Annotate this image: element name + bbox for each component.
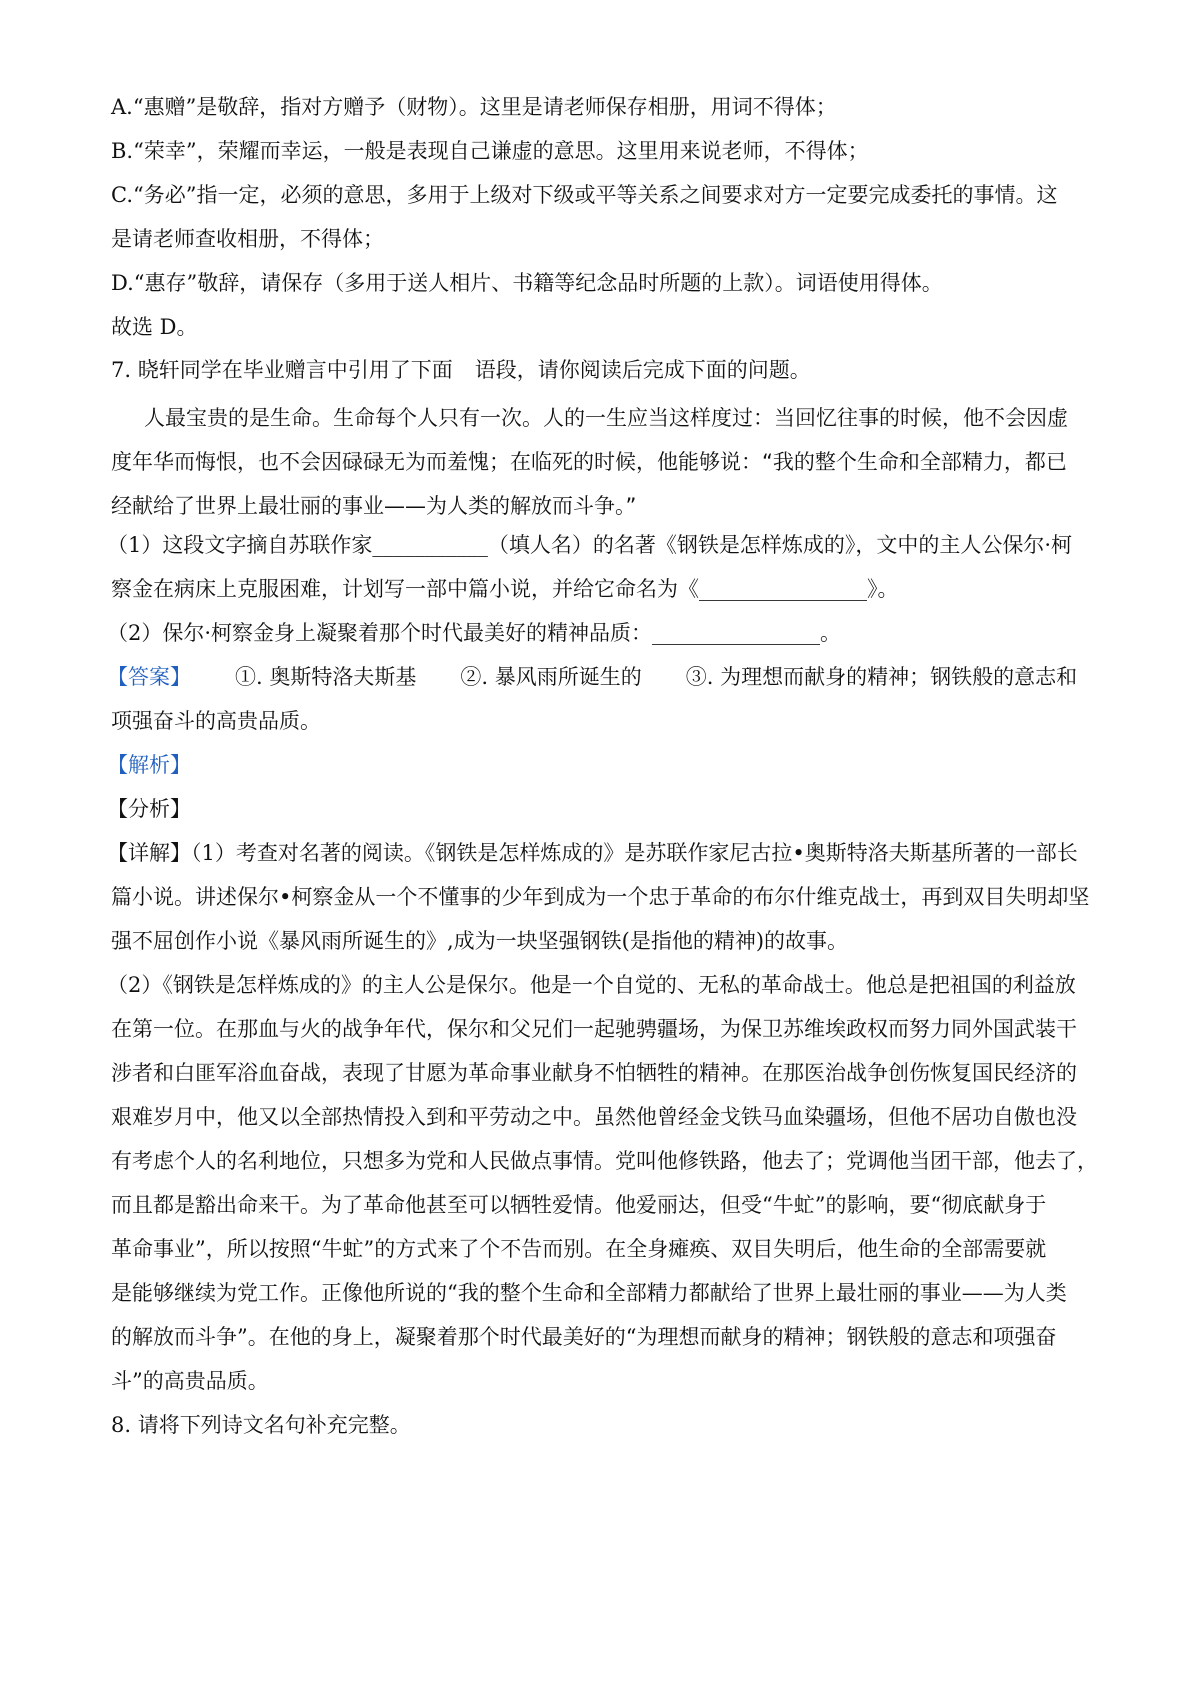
passage-line-2: 度年华而悔恨，也不会因碌碌无为而羞愧；在临死的时候，他能够说：“我的整个生命和全部精力，都已: [111, 450, 1067, 474]
passage-line-1: 人最宝贵的是生命。生命每个人只有一次。人的一生应当这样度过：当回忆往事的时候，他不会因虚: [144, 406, 1068, 430]
detail-line-11: 是能够继续为党工作。正像他所说的“我的整个生命和全部精力都献给了世界上最壮丽的事业——为人类: [111, 1281, 1067, 1305]
question-7-stem-part1: 7. 晓轩同学在毕业赠言中引用了下面: [111, 358, 453, 382]
detail-line-6: 涉者和白匪军浴血奋战，表现了甘愿为革命事业献身不怕牺牲的精神。在那医治战争创伤恢复国民经济的: [111, 1061, 1077, 1085]
detail-line-4: （2）《钢铁是怎样炼成的》的主人公是保尔。他是一个自觉的、无私的革命战士。他总是把祖国的利益放: [107, 973, 1076, 997]
option-c-line1: C.“务必”指一定，必须的意思，多用于上级对下级或平等关系之间要求对方一定要完成委托的事情。这: [111, 183, 1058, 207]
answer-item-2: ②. 暴风雨所诞生的: [460, 665, 642, 689]
sub-question-2: （2）保尔·柯察金身上凝聚着那个时代最美好的精神品质：________________。: [107, 621, 842, 645]
detail-line-3: 强不屈创作小说《暴风雨所诞生的》,成为一块坚强钢铁(是指他的精神)的故事。: [111, 929, 849, 953]
option-b: B.“荣幸”，荣耀而幸运，一般是表现自己谦虚的意思。这里用来说老师，不得体；: [111, 139, 869, 163]
question-7-stem: [111, 354, 811, 386]
option-c-line2: 是请老师查收相册，不得体；: [111, 227, 384, 251]
question-8-stem: 8. 请将下列诗文名句补充完整。: [111, 1413, 411, 1437]
option-d: D.“惠存”敬辞，请保存（多用于送人相片、书籍等纪念品时所题的上款）。词语使用得体。: [111, 271, 943, 295]
passage-line-3: 经献给了世界上最壮丽的事业——为人类的解放而斗争。”: [111, 494, 637, 518]
answer-item-1: ①. 奥斯特洛夫斯基: [235, 665, 417, 689]
answer-tag: 【答案】: [107, 665, 191, 689]
detail-line-5: 在第一位。在那血与火的战争年代，保尔和父兄们一起驰骋疆场，为保卫苏维埃政权而努力同外国武装干: [111, 1017, 1077, 1041]
detail-line-8: 有考虑个人的名利地位，只想多为党和人民做点事情。党叫他修铁路，他去了；党调他当团干部，他去了，: [111, 1149, 1098, 1173]
answer-continuation: 项强奋斗的高贵品质。: [111, 709, 321, 733]
detail-line-13: 斗”的高贵品质。: [111, 1369, 269, 1393]
detail-line-7: 艰难岁月中，他又以全部热情投入到和平劳动之中。虽然他曾经金戈铁马血染疆场，但他不居功自傲也没: [111, 1105, 1077, 1129]
answer-item-3: ③. 为理想而献身的精神；钢铁般的意志和: [685, 665, 1078, 689]
question-7-stem-part2: 语段，请你阅读后完成下面的问题。: [474, 358, 811, 382]
detail-line-12: 的解放而斗争”。在他的身上，凝聚着那个时代最美好的“为理想而献身的精神；钢铁般的意志和项强奋: [111, 1325, 1057, 1349]
detail-line-10: 革命事业”，所以按照“牛虻”的方式来了个不告而别。在全身瘫痪、双目失明后，他生命的全部需要就: [111, 1237, 1047, 1261]
detail-line-1: 【详解】（1）考查对名著的阅读。《钢铁是怎样炼成的》是苏联作家尼古拉•奥斯特洛夫斯基所著的一部长: [107, 841, 1078, 865]
sub-question-1-line2: 察金在病床上克服困难，计划写一部中篇小说，并给它命名为《________________》。: [111, 577, 899, 601]
analysis-tag: 【解析】: [107, 753, 191, 777]
option-a: A.“惠赠”是敬辞，指对方赠予（财物）。这里是请老师保存相册，用词不得体；: [111, 95, 837, 119]
answer-line: [107, 661, 1077, 693]
sub-question-1-line1: （1）这段文字摘自苏联作家___________（填人名）的名著《钢铁是怎样炼成的》，文中的主人公保尔·柯: [107, 533, 1073, 557]
fenxi-tag: 【分析】: [107, 797, 191, 821]
choice-line: 故选 D。: [111, 315, 198, 339]
detail-line-9: 而且都是豁出命来干。为了革命他甚至可以牺牲爱情。他爱丽达，但受“牛虻”的影响，要“彻底献身于: [111, 1193, 1047, 1217]
detail-line-2: 篇小说。讲述保尔•柯察金从一个不懂事的少年到成为一个忠于革命的布尔什维克战士，再到双目失明却坚: [111, 885, 1090, 909]
